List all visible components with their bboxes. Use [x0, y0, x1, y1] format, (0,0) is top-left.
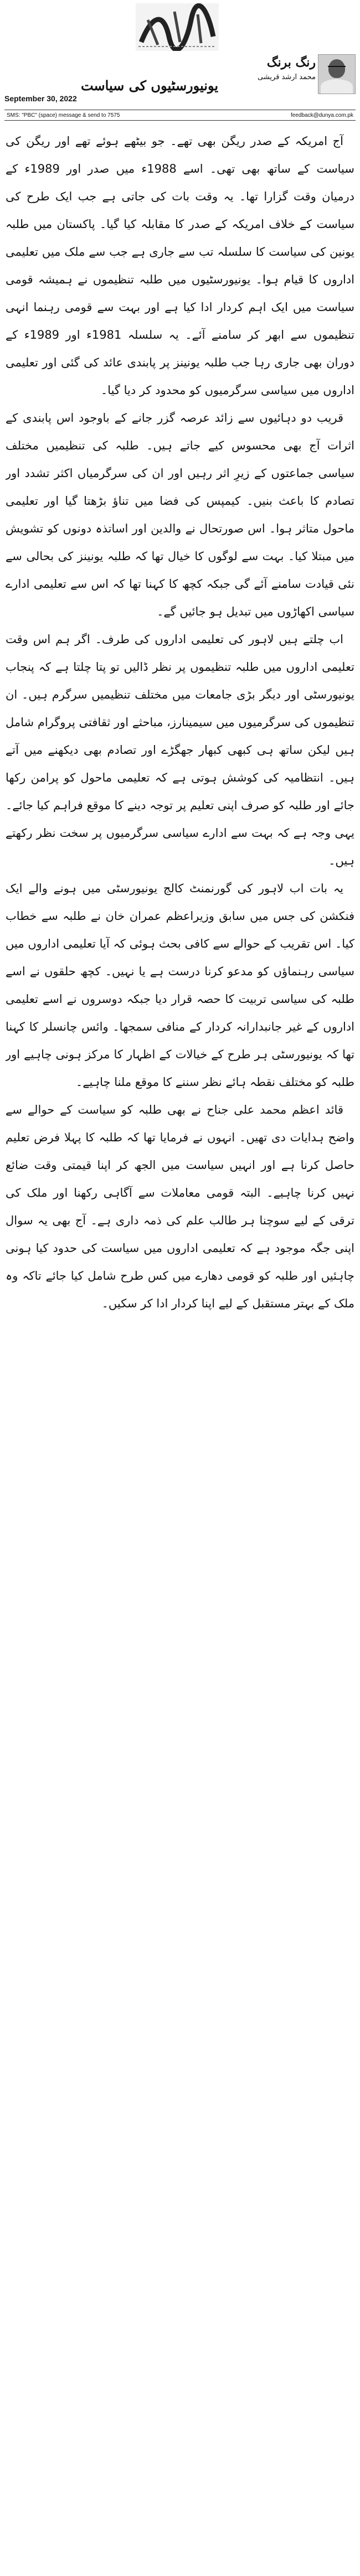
article-paragraph: یہ بات اب لاہور کی گورنمنٹ کالج یونیورسٹی میں ہونے والے ایک فنکشن کی جس میں سابق وزیراعظم عمران خان نے طلبہ سے خطاب کیا۔ اس تقریب کے حوالے سے کافی بحث ہوئی کہ آیا تعلیمی اداروں میں سیاسی رہنماؤں کو مدعو کرنا درست ہے یا نہیں۔ کچھ حلقوں نے اسے طلبہ کی سیاسی تربیت کا حصہ قرار دیا جبکہ دوسروں نے اسے تعلیمی اداروں کے غیر جانبدارانہ کردار کے منافی سمجھا۔ وائس چانسلر کا کہنا تھا کہ یونیورسٹی ہر طرح کے خیالات کے اظہار کا مرکز ہونی چاہیے اور طلبہ کو مختلف نقطہ ہائے نظر سننے کا موقع ملنا چاہیے۔ — [6, 882, 354, 1089]
newspaper-logo — [136, 3, 219, 51]
author-name: محمد ارشد قریشی — [257, 73, 316, 81]
article-headline: یونیورسٹیوں کی سیاست — [80, 77, 219, 94]
article-body — [6, 127, 354, 2568]
feedback-email[interactable]: feedback@dunya.com.pk — [291, 112, 353, 118]
column-label: رنگ برنگ — [266, 55, 316, 70]
photo-glasses — [328, 66, 346, 71]
article-paragraph: قائد اعظم محمد علی جناح نے بھی طلبہ کو سیاست کے حوالے سے واضح ہدایات دی تھیں۔ انہوں نے فرمایا تھا کہ طلبہ کا پہلا فرض تعلیم حاصل کرنا ہے اور انہیں سیاست میں الجھ کر اپنا قیمتی وقت ضائع نہیں کرنا چاہیے۔ البتہ قومی معاملات سے آگاہی رکھنا اور ملک کی ترقی کے لیے سوچنا ہر طالب علم کی ذمہ داری ہے۔ آج بھی یہ سوال اپنی جگہ موجود ہے کہ تعلیمی اداروں میں سیاست کی حدود کیا ہونی چاہئیں اور طلبہ کو قومی دھارے میں کس طرح شامل کیا جائے تاکہ وہ ملک کے بہتر مستقبل کے لیے اپنا کردار ادا کر سکیں۔ — [6, 1103, 354, 1310]
article-paragraph: اب چلتے ہیں لاہور کی تعلیمی اداروں کی طرف۔ اگر ہم اس وقت تعلیمی اداروں میں طلبہ تنظیموں پر نظر ڈالیں تو پتا چلتا ہے کہ پنجاب یونیورسٹی اور دیگر بڑی جامعات میں مختلف تنظیمیں سرگرم ہیں۔ ان تنظیموں کی سرگرمیوں میں سیمینارز، مباحثے اور ثقافتی پروگرام شامل ہیں لیکن ساتھ ہی کبھی کبھار جھگڑے اور تصادم بھی دیکھنے میں آتے ہیں۔ انتظامیہ کی کوشش ہوتی ہے کہ تعلیمی ماحول کو پرامن رکھا جائے اور طلبہ کو صرف اپنی تعلیم پر توجہ دینے کا موقع فراہم کیا جائے۔ یہی وجہ ہے کہ بہت سے ادارے سیاسی سرگرمیوں پر سخت نظر رکھتے ہیں۔ — [6, 633, 354, 867]
feedback-strip — [4, 110, 356, 121]
article-paragraph: آج امریکہ کے صدر ریگن بھی تھے۔ جو بیٹھے ہوئے تھے اور ریگن کی سیاست کے ساتھ بھی تھی۔ اسے 1988ء میں صدر اور 1989ء کے درمیان وقت گزارا تھا۔ یہ وقت بات کی جاتی ہے جب ایک طرح کی سیاست کے خلاف امریکہ کے صدر کا مقابلہ کیا گیا۔ پاکستان میں طلبہ یونین کی سیاست کا سلسلہ تب سے جاری ہے جب سے ملک میں تعلیمی اداروں کا قیام ہوا۔ یونیورسٹیوں میں طلبہ تنظیموں نے ہمیشہ قومی سیاست میں ایک اہم کردار ادا کیا ہے اور بہت سے قومی رہنما انہی تنظیموں سے ابھر کر سامنے آئے۔ یہ سلسلہ 1981ء اور 1989ء کے دوران بھی جاری رہا جب طلبہ یونینز پر پابندی عائد کی گئی اور تعلیمی اداروں میں سیاسی سرگرمیوں کو محدود کر دیا گیا۔ — [6, 135, 354, 397]
photo-shoulders — [321, 79, 353, 94]
article-paragraph: قریب دو دہائیوں سے زائد عرصہ گزر جانے کے باوجود اس پابندی کے اثرات آج بھی محسوس کیے جاتے ہیں۔ طلبہ کی تنظیمیں مختلف سیاسی جماعتوں کے زیرِ اثر رہیں اور ان کی سرگرمیاں اکثر تشدد اور تصادم کا باعث بنیں۔ کیمپس کی فضا میں تناؤ بڑھتا گیا اور تعلیمی ماحول متاثر ہوا۔ اس صورتحال نے والدین اور اساتذہ دونوں کو تشویش میں مبتلا کیا۔ بہت سے لوگوں کا خیال تھا کہ طلبہ یونینز کی بحالی سے نئی قیادت سامنے آئے گی جبکہ کچھ کا کہنا تھا کہ اس سے تعلیمی ادارے سیاسی اکھاڑوں میں تبدیل ہو جائیں گے۔ — [6, 411, 354, 618]
sms-instruction: SMS: "PBC" (space) message & send to 7575 — [7, 112, 120, 118]
author-photo — [318, 54, 356, 94]
article-date: September 30, 2022 — [4, 94, 77, 103]
